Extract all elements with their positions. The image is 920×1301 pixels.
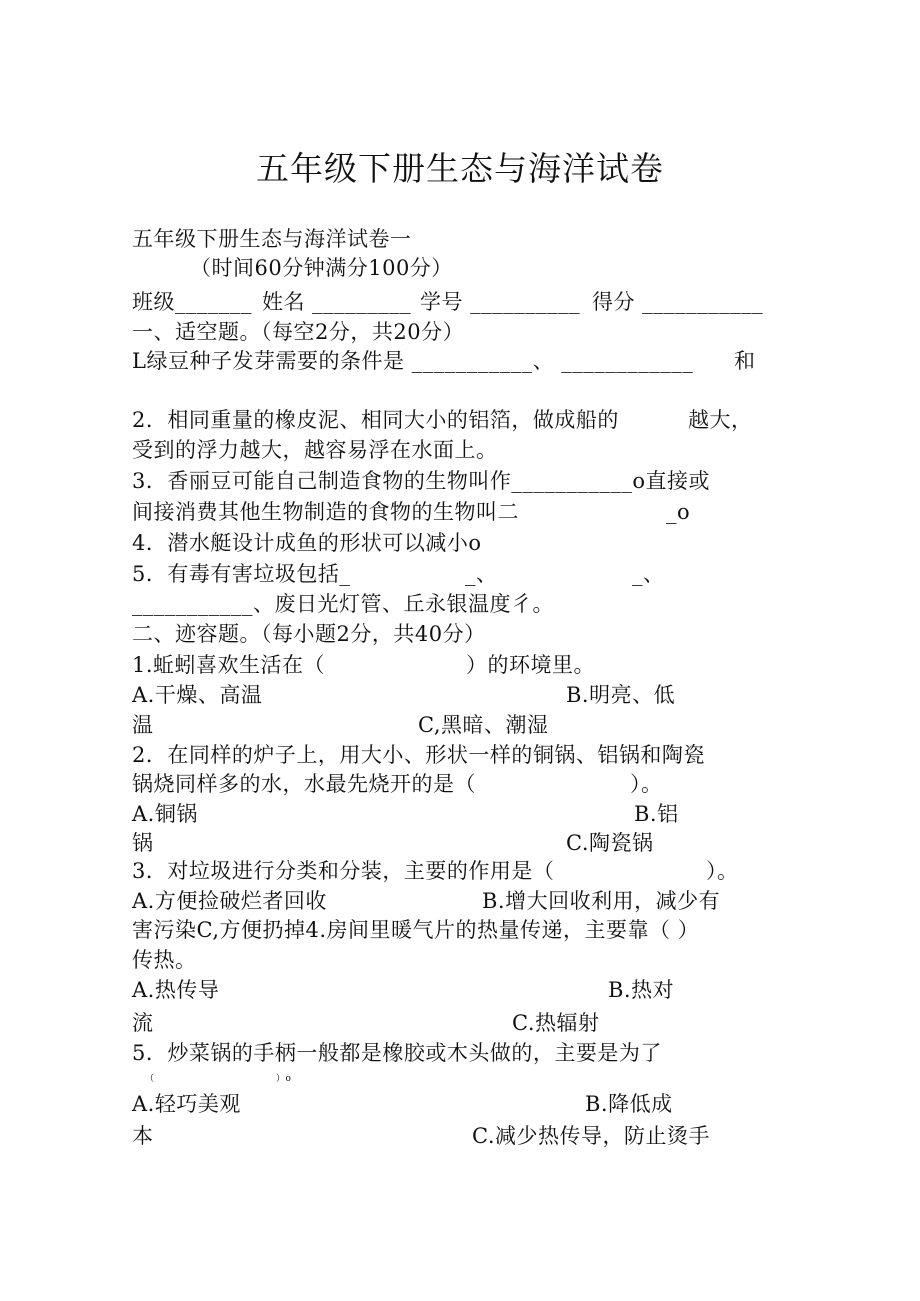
time-note: （时间60分钟满分100分） [190,256,453,280]
s2-q1-stem: 1.蚯蚓喜欢生活在（ [132,653,326,677]
s2-q5-option-b: B.降低成 [585,1092,673,1116]
s2-q5-option-a: A.轻巧美观 [132,1092,241,1116]
info-score: 得分 ___________ [592,290,764,314]
s2-q4-option-b: B.热对 [608,978,675,1002]
s2-q1-option-b: B.明亮、低 [566,683,676,707]
s2-q2-option-a: A.铜锅 [132,802,198,826]
s2-q3-stem: 3．对垃圾进行分类和分装，主要的作用是（ [132,859,555,883]
s1-q1-tail: 和 [734,349,756,373]
s1-q5-line2: ___________、废日光灯管、丘永银温度彳。 [132,592,554,616]
s1-q1: L绿豆种子发芽需要的条件是 ___________、 ____________ [132,349,694,373]
s2-q5-paren-close: ）o [276,1074,292,1084]
s1-q3-line1: 3．香丽豆可能自己制造食物的生物叫作___________o直接或 [132,469,711,493]
s2-q3-option-b: B.增大回收利用，减少有 [482,889,721,913]
s1-q4: 4．潜水艇设计成鱼的形状可以减小o [132,531,482,555]
s2-q2-line2b: ）。 [630,772,663,796]
s2-q4-option-b-cont: 流 [132,1011,154,1035]
s2-q2-line1: 2．在同样的炉子上，用大小、形状一样的铜锅、铝锅和陶瓷 [132,743,705,767]
s2-q3-line4: 传热。 [132,948,197,972]
s2-q1-stem-end: ）的环境里。 [466,653,595,677]
s2-q5-stem: 5．炒菜锅的手柄一般都是橡胶或木头做的，主要是为了 [132,1041,662,1065]
s2-q5-option-c: C.减少热传导，防止烫手 [472,1124,710,1148]
s2-q2-option-b-cont: 锅 [132,831,154,855]
s2-q2-option-c: C.陶瓷锅 [566,831,654,855]
s2-q1-option-b-cont: 温 [132,713,154,737]
info-class: 班级_______ [132,290,252,314]
s2-q3-option-a: A.方便捡破烂者回收 [132,889,327,913]
info-name: 姓名 _________ [262,290,412,314]
s2-q4-option-c: C.热辐射 [512,1011,600,1035]
s1-q2-line2: 受到的浮力越大，越容易浮在水面上。 [132,438,498,462]
s1-q2-line1: 2．相同重量的橡皮泥、相同大小的铝箔，做成船的 [132,408,619,432]
subtitle: 五年级下册生态与海洋试卷一 [132,227,412,251]
s2-q5-paren-open: （ [145,1074,155,1084]
s2-q5-option-b-cont: 本 [132,1124,154,1148]
s1-q5-a: 5．有毒有害垃圾包括_ [132,562,351,586]
section2-heading: 二、迹容题。（每小题2分，共40分） [132,622,486,646]
s2-q4-option-a: A.热传导 [132,978,220,1002]
s2-q1-option-c: C,黑暗、潮湿 [418,713,549,737]
section1-heading: 一、适空题。（每空2分，共20分） [132,320,465,344]
s1-q2-tail: 越大， [688,408,753,432]
s1-q5-c: _、 [632,562,665,586]
info-number: 学号 __________ [420,290,581,314]
s1-q3-line2b: _o [666,500,691,524]
page-title: 五年级下册生态与海洋试卷 [256,149,664,188]
s2-q1-option-a: A.干燥、高温 [132,683,263,707]
s2-q3-line3: 害污染C,方便扔掉4.房间里暖气片的热量传递，主要靠（ ） [132,918,700,942]
s2-q3-stem-end: ）。 [706,859,739,883]
s1-q5-b: _、 [465,562,498,586]
s2-q2-line2a: 锅烧同样多的水，水最先烧开的是（ [132,772,476,796]
s1-q3-line2a: 间接消费其他生物制造的食物的生物叫二 [132,500,519,524]
s2-q2-option-b: B.铝 [634,802,679,826]
